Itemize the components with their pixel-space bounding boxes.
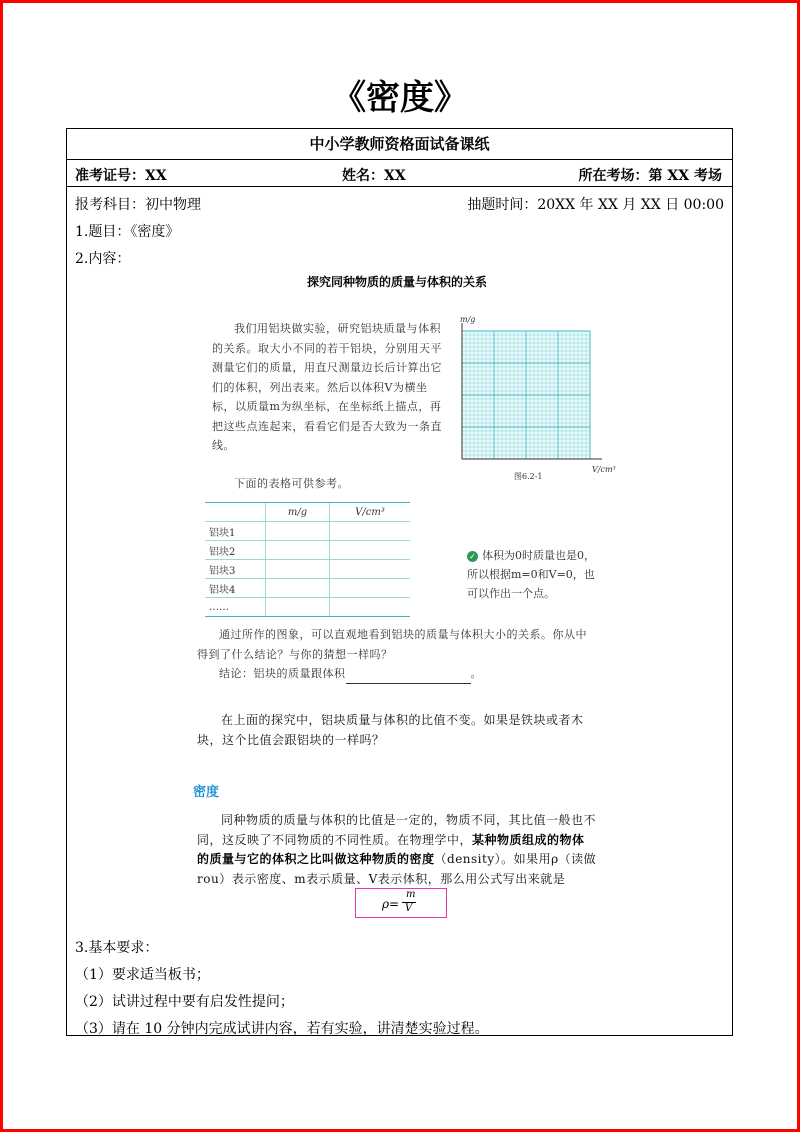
exam-id: 准考证号：XX [75, 168, 167, 184]
definition-bold: 某种物质组成的物体的质量与它的体积之比叫做这种物质的密度 [197, 832, 585, 866]
leaf-icon: ✓ [467, 551, 478, 562]
paragraph-experiment: 我们用铝块做实验，研究铝块质量与体积的关系。取大小不同的若干铝块，分别用天平测量它们的质量，用直尺测量边长后计算出它们的体积，列出表来。然后以体积V为横坐标，以质量m为纵坐标，在坐标纸上描点，再把这些点连起来，看看它们是否大致为一条直线。 [212, 322, 442, 452]
table-row [205, 522, 410, 541]
table-row [205, 560, 410, 579]
textbook-heading: 探究同种物质的质量与体积的关系 [306, 275, 487, 289]
sheet-title: 中小学教师资格面试备课纸 [67, 129, 732, 160]
table-header-cell: m/g [266, 503, 330, 522]
table-header-row [205, 503, 410, 522]
textbook-excerpt [193, 269, 616, 959]
lesson-sheet [66, 128, 733, 1036]
formula-numerator: m [406, 889, 416, 900]
graph-paper-svg [452, 315, 616, 494]
page-title: 《密度》 [332, 78, 468, 118]
formula-lhs: ρ= [382, 897, 400, 911]
paragraph-ratio-question: 在上面的探究中，铝块质量与体积的比值不变。如果是铁块或者木块，这个比值会跟铝块的一样吗？ [197, 713, 584, 747]
y-axis-label: m/g [460, 315, 476, 324]
exam-venue: 所在考场：第 XX 考场 [578, 168, 722, 184]
requirement-item: （1）要求适当板书； [75, 967, 210, 983]
meta-row [67, 187, 732, 217]
table-row [205, 598, 410, 617]
paragraph-table-hint: 下面的表格可供参考。 [234, 477, 349, 490]
data-table [205, 502, 410, 617]
table-header-cell: V/cm³ [330, 503, 411, 522]
subject: 报考科目：初中物理 [75, 197, 201, 213]
conclusion-line: 结论：铝块的质量跟体积 。 [197, 664, 597, 684]
density-heading: 密度 [193, 785, 220, 800]
table-header-cell [205, 503, 266, 522]
side-note [467, 546, 597, 603]
x-axis-label: V/cm³ [592, 465, 616, 474]
definition-text-b: （density）。如果用ρ（读做rou）表示密度、m表示质量、V表示体积，那么用公式写出来就是 [197, 852, 597, 886]
row-label: 铝块1 [205, 522, 266, 541]
formula-denominator: V [405, 903, 413, 914]
table-row [205, 579, 410, 598]
requirements-label: 3.基本要求： [75, 940, 159, 956]
definition-text-a: 同种物质的质量与体积的比值是一定的，物质不同，其比值一般也不同，这反映了不同物质的不同性质。在物理学中， [197, 813, 597, 847]
row-label: 铝块4 [205, 579, 266, 598]
requirement-item: （3）请在 10 分钟内完成试讲内容，若有实验，讲清楚实验过程。 [75, 1021, 489, 1037]
draw-time: 抽题时间：20XX 年 XX 月 XX 日 00:00 [467, 197, 724, 213]
density-formula [355, 888, 447, 918]
requirement-item: （2）试讲过程中要有启发性提问； [75, 994, 294, 1010]
coordinate-graph [452, 315, 616, 494]
paragraph-density-definition [197, 811, 597, 889]
side-note-text: 体积为0时质量也是0，所以根据m=0和V=0，也可以作出一个点。 [467, 549, 595, 600]
row-label: 铝块2 [205, 541, 266, 560]
table-row [205, 541, 410, 560]
topic: 1.题目：《密度》 [75, 224, 180, 240]
paragraph-graph-question: 通过所作的图象，可以直观地看到铝块的质量与体积大小的关系。你从中得到了什么结论？与你的猜想一样吗？ [197, 628, 587, 661]
row-label: …… [205, 598, 266, 617]
conclusion-blank [346, 671, 471, 684]
figure-caption: 图6.2-1 [514, 472, 543, 481]
candidate-name: 姓名：XX [342, 168, 406, 184]
header-info-row [67, 160, 732, 187]
content-label: 2.内容： [75, 251, 131, 267]
conclusion-label: 结论：铝块的质量跟体积 [219, 667, 346, 680]
row-label: 铝块3 [205, 560, 266, 579]
